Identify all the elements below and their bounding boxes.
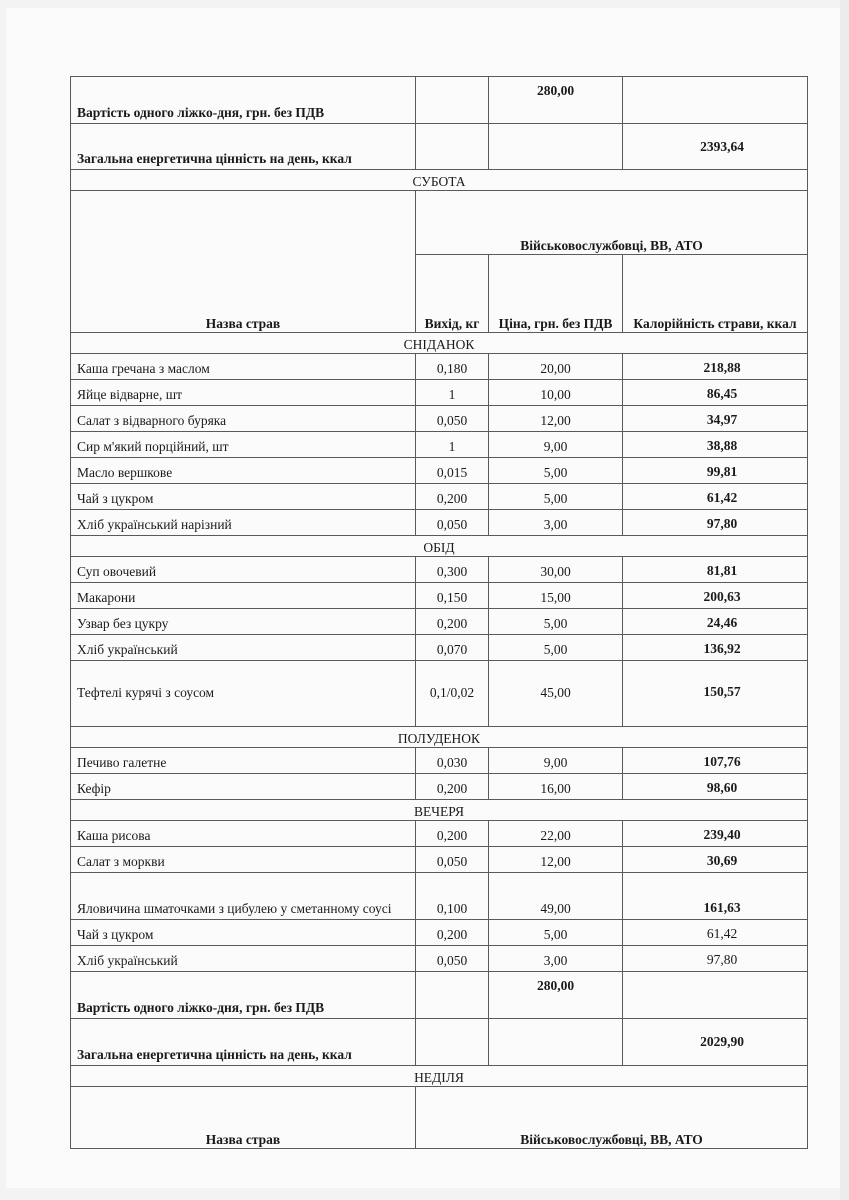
dish-output: 0,200: [416, 484, 489, 510]
energy-per-day-value: 2029,90: [623, 1019, 808, 1066]
dish-price: 45,00: [489, 661, 623, 727]
header-calories: Калорійність страви, ккал: [623, 255, 808, 333]
dish-name: Тефтелі курячі з соусом: [71, 661, 416, 727]
meal-heading: [71, 333, 808, 354]
table-row: [71, 406, 808, 432]
dish-calories: 24,46: [623, 609, 808, 635]
dish-price: 9,00: [489, 432, 623, 458]
dish-price: 22,00: [489, 821, 623, 847]
scan-edge: [840, 0, 849, 1200]
dish-calories: 161,63: [623, 873, 808, 920]
dish-name: Яйце відварне, шт: [71, 380, 416, 406]
header-output: Вихід, кг: [416, 255, 489, 333]
dish-name: Салат з відварного буряка: [71, 406, 416, 432]
empty-cell: [489, 1019, 623, 1066]
dish-price: 5,00: [489, 635, 623, 661]
table-header-row: [71, 1087, 808, 1149]
dish-calories: 99,81: [623, 458, 808, 484]
dish-price: 30,00: [489, 557, 623, 583]
dish-output: 0,200: [416, 774, 489, 800]
dish-output: 0,150: [416, 583, 489, 609]
dish-calories: 81,81: [623, 557, 808, 583]
table-row: [71, 873, 808, 920]
table-row: [71, 510, 808, 536]
menu-table: [70, 76, 808, 1149]
dish-calories: 86,45: [623, 380, 808, 406]
empty-cell: [623, 972, 808, 1019]
header-price: Ціна, грн. без ПДВ: [489, 255, 623, 333]
empty-cell: [623, 77, 808, 124]
meal-title: ПОЛУДЕНОК: [71, 727, 808, 748]
dish-name: Яловичина шматочками з цибулею у сметанному соусі: [71, 873, 416, 920]
dish-output: 0,180: [416, 354, 489, 380]
dish-calories: 200,63: [623, 583, 808, 609]
meal-heading: [71, 727, 808, 748]
table-row: [71, 635, 808, 661]
meal-heading: [71, 800, 808, 821]
cost-per-day-label: Вартість одного ліжко-дня, грн. без ПДВ: [71, 77, 416, 124]
cost-per-day-label: Вартість одного ліжко-дня, грн. без ПДВ: [71, 972, 416, 1019]
dish-price: 12,00: [489, 406, 623, 432]
table-row: [71, 484, 808, 510]
table-header-row: [71, 191, 808, 255]
empty-cell: [416, 972, 489, 1019]
table-row: [71, 583, 808, 609]
dish-price: 5,00: [489, 920, 623, 946]
dish-name: Суп овочевий: [71, 557, 416, 583]
dish-calories: 150,57: [623, 661, 808, 727]
cost-per-day-row: [71, 972, 808, 1019]
dish-price: 10,00: [489, 380, 623, 406]
dish-name: Узвар без цукру: [71, 609, 416, 635]
dish-price: 5,00: [489, 484, 623, 510]
dish-price: 15,00: [489, 583, 623, 609]
header-dish-name: Назва страв: [71, 191, 416, 333]
dish-name: Сир м'який порційний, шт: [71, 432, 416, 458]
table-row: [71, 821, 808, 847]
header-group: Військовослужбовці, ВВ, АТО: [416, 1087, 808, 1149]
dish-name: Макарони: [71, 583, 416, 609]
dish-name: Каша рисова: [71, 821, 416, 847]
table-row: [71, 432, 808, 458]
dish-price: 49,00: [489, 873, 623, 920]
dish-price: 9,00: [489, 748, 623, 774]
day-heading-sunday: [71, 1066, 808, 1087]
header-dish-name: Назва страв: [71, 1087, 416, 1149]
dish-output: 0,050: [416, 510, 489, 536]
table-row: [71, 847, 808, 873]
dish-calories: 218,88: [623, 354, 808, 380]
day-title: НЕДІЛЯ: [71, 1066, 808, 1087]
dish-calories: 136,92: [623, 635, 808, 661]
dish-calories: 30,69: [623, 847, 808, 873]
dish-price: 12,00: [489, 847, 623, 873]
cost-per-day-value: 280,00: [489, 77, 623, 124]
table-row: [71, 458, 808, 484]
dish-calories: 107,76: [623, 748, 808, 774]
dish-calories: 97,80: [623, 946, 808, 972]
dish-output: 0,030: [416, 748, 489, 774]
dish-name: Чай з цукром: [71, 920, 416, 946]
table-row: [71, 661, 808, 727]
dish-output: 0,050: [416, 847, 489, 873]
dish-name: Масло вершкове: [71, 458, 416, 484]
table-row: [71, 557, 808, 583]
cost-per-day-value: 280,00: [489, 972, 623, 1019]
dish-name: Чай з цукром: [71, 484, 416, 510]
dish-price: 3,00: [489, 510, 623, 536]
energy-per-day-value: 2393,64: [623, 124, 808, 170]
dish-name: Хліб український нарізний: [71, 510, 416, 536]
dish-output: 0,050: [416, 946, 489, 972]
dish-output: 0,200: [416, 920, 489, 946]
energy-per-day-row: [71, 1019, 808, 1066]
meal-title: СНІДАНОК: [71, 333, 808, 354]
dish-output: 0,1/0,02: [416, 661, 489, 727]
dish-output: 0,100: [416, 873, 489, 920]
dish-name: Каша гречана з маслом: [71, 354, 416, 380]
energy-per-day-label: Загальна енергетична цінність на день, ккал: [71, 124, 416, 170]
dish-calories: 239,40: [623, 821, 808, 847]
dish-calories: 98,60: [623, 774, 808, 800]
empty-cell: [416, 124, 489, 170]
header-group: Військовослужбовці, ВВ, АТО: [416, 191, 808, 255]
dish-price: 16,00: [489, 774, 623, 800]
dish-calories: 61,42: [623, 484, 808, 510]
energy-per-day-row: [71, 124, 808, 170]
empty-cell: [416, 77, 489, 124]
table-row: [71, 354, 808, 380]
dish-output: 0,070: [416, 635, 489, 661]
dish-price: 5,00: [489, 609, 623, 635]
dish-price: 5,00: [489, 458, 623, 484]
dish-output: 0,200: [416, 609, 489, 635]
dish-output: 0,015: [416, 458, 489, 484]
dish-name: Печиво галетне: [71, 748, 416, 774]
meal-heading: [71, 536, 808, 557]
dish-calories: 34,97: [623, 406, 808, 432]
dish-name: Хліб український: [71, 946, 416, 972]
dish-output: 0,200: [416, 821, 489, 847]
table-row: [71, 609, 808, 635]
dish-calories: 61,42: [623, 920, 808, 946]
dish-output: 1: [416, 380, 489, 406]
table-row: [71, 920, 808, 946]
empty-cell: [489, 124, 623, 170]
energy-per-day-label: Загальна енергетична цінність на день, ккал: [71, 1019, 416, 1066]
meal-title: ВЕЧЕРЯ: [71, 800, 808, 821]
day-title: СУБОТА: [71, 170, 808, 191]
empty-cell: [416, 1019, 489, 1066]
table-row: [71, 748, 808, 774]
table-row: [71, 380, 808, 406]
table-row: [71, 774, 808, 800]
day-heading-saturday: [71, 170, 808, 191]
dish-output: 0,050: [416, 406, 489, 432]
dish-output: 0,300: [416, 557, 489, 583]
dish-price: 20,00: [489, 354, 623, 380]
dish-name: Салат з моркви: [71, 847, 416, 873]
dish-name: Кефір: [71, 774, 416, 800]
dish-calories: 97,80: [623, 510, 808, 536]
dish-price: 3,00: [489, 946, 623, 972]
dish-name: Хліб український: [71, 635, 416, 661]
dish-output: 1: [416, 432, 489, 458]
dish-calories: 38,88: [623, 432, 808, 458]
meal-title: ОБІД: [71, 536, 808, 557]
table-row: [71, 946, 808, 972]
cost-per-day-row: [71, 77, 808, 124]
